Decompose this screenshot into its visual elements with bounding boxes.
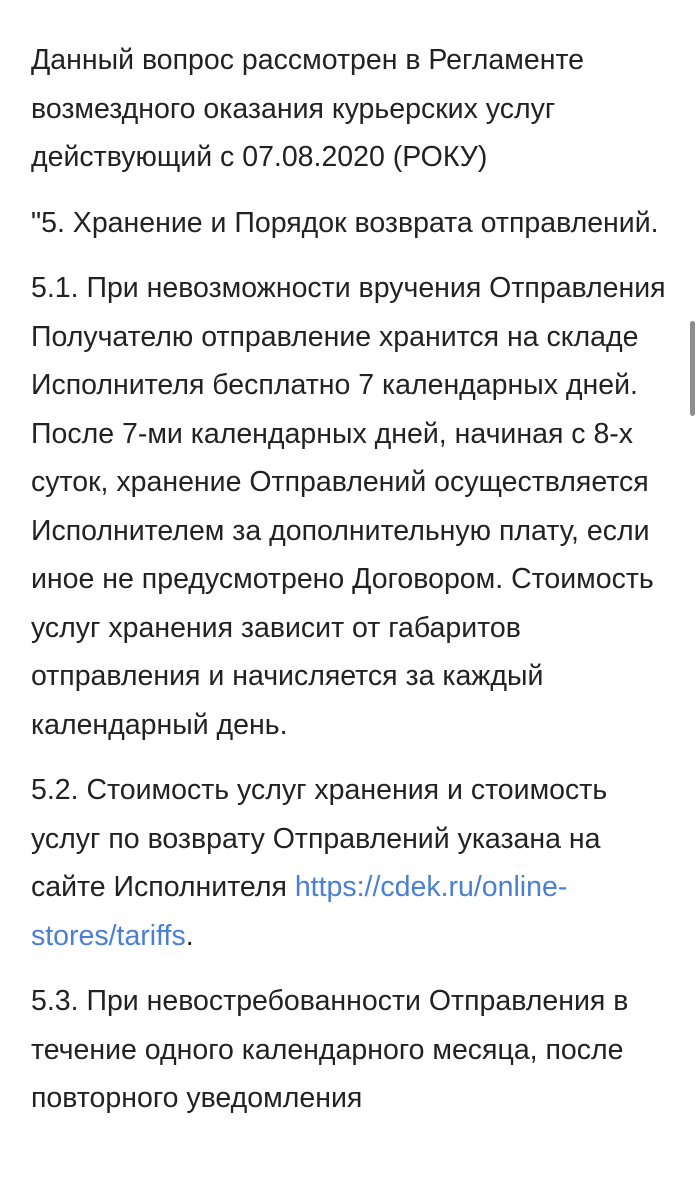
tariffs-link[interactable]: https://cdek.ru/online-stores/tariffs — [31, 871, 568, 952]
document-body — [31, 36, 671, 1140]
paragraph-5-1: 5.1. При невозможности вручения Отправления Получателю отправление хранится на складе Исполнителя бесплатно 7 календарных дней. После 7-ми календарных дней, начиная с 8-х суток, хранение Отправлений осуществляется Исполнителем за дополнительную плату, если иное не предусмотрено Договором. Стоимость услуг хранения зависит от габаритов отправления и начисляется за каждый календарный день. — [31, 272, 666, 741]
viewport-bottom-edge — [0, 1164, 700, 1181]
paragraph-intro: Данный вопрос рассмотрен в Регламенте возмездного оказания курьерских услуг действующий с 07.08.2020 (РОКУ) — [31, 44, 585, 173]
paragraph-5-3: 5.3. При невостребованности Отправления в течение одного календарного месяца, после повторного уведомления — [31, 985, 629, 1114]
vertical-scrollbar[interactable] — [690, 321, 695, 416]
paragraph-section-heading: "5. Хранение и Порядок возврата отправлений. — [31, 206, 659, 239]
paragraph-5-2 — [31, 766, 671, 960]
paragraph-5-2-period: . — [185, 919, 194, 952]
paragraph-5-2-text: 5.2. Стоимость услуг хранения и стоимость услуг по возврату Отправлений указана на сайте Исполнителя — [31, 774, 608, 903]
